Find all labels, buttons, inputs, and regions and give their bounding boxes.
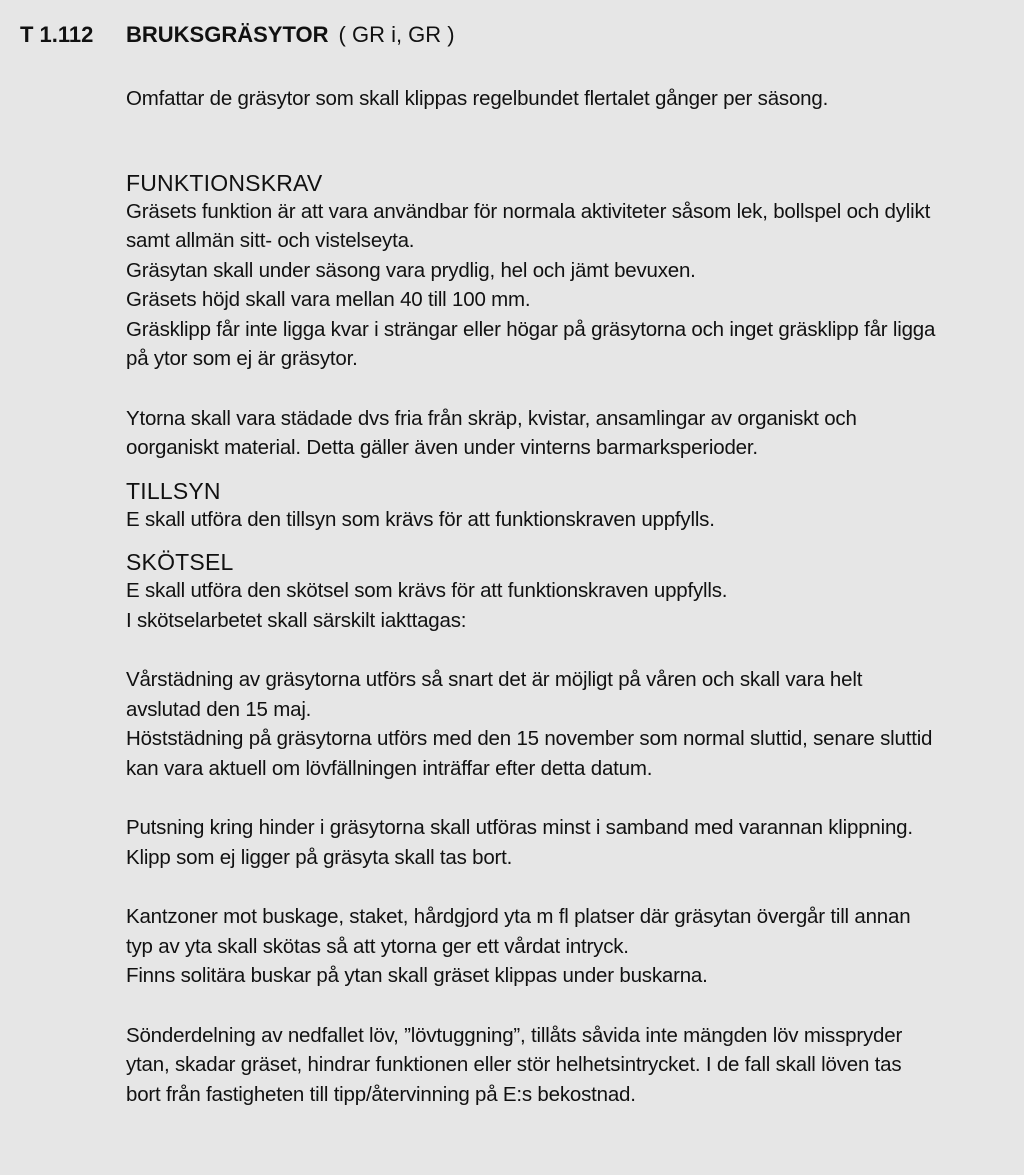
heading-funktionskrav: FUNKTIONSKRAV <box>126 169 323 196</box>
body-line: typ av yta skall skötas så att ytorna ger ett vårdat intryck. <box>126 934 629 958</box>
spacer <box>126 991 1006 1021</box>
body-line: bort från fastigheten till tipp/återvinning på E:s bekostnad. <box>126 1082 636 1106</box>
intro-text: Omfattar de gräsytor som skall klippas regelbundet flertalet gånger per säsong. <box>126 87 829 110</box>
body-line: Putsning kring hinder i gräsytorna skall utföras minst i samband med varannan klippning. <box>126 816 913 839</box>
heading-tillsyn: TILLSYN <box>126 477 221 504</box>
document-body <box>126 84 1006 1109</box>
body-line: Gräsytan skall under säsong vara prydlig, hel och jämt bevuxen. <box>126 258 696 282</box>
document-title: BRUKSGRÄSYTOR <box>126 22 329 47</box>
spacer <box>126 534 1006 548</box>
document-title-row <box>20 22 455 48</box>
body-line: på ytor som ej är gräsytor. <box>126 347 358 370</box>
body-line: Gräsets höjd skall vara mellan 40 till 100 mm. <box>126 288 531 311</box>
body-line: Klipp som ej ligger på gräsyta skall tas bort. <box>126 845 513 869</box>
body-line: Finns solitära buskar på ytan skall gräset klippas under buskarna. <box>126 964 708 987</box>
spacer <box>126 374 1006 404</box>
body-line: E skall utföra den tillsyn som krävs för att funktionskraven uppfylls. <box>126 507 715 531</box>
spacer <box>126 635 1006 665</box>
body-line: Gräsklipp får inte ligga kvar i strängar eller högar på gräsytorna och inget gräsklipp får ligga <box>126 317 936 341</box>
body-line: avslutad den 15 maj. <box>126 697 312 721</box>
body-line: ytan, skadar gräset, hindrar funktionen eller stör helhetsintrycket. I de fall skall löven tas <box>126 1053 902 1076</box>
body-line: E skall utföra den skötsel som krävs för att funktionskraven uppfylls. <box>126 579 728 602</box>
document-abbreviation: ( GR i, GR ) <box>338 22 455 47</box>
body-line: Sönderdelning av nedfallet löv, ”lövtuggning”, tillåts såvida inte mängden löv misspryder <box>126 1023 903 1047</box>
document-code: T 1.112 <box>20 22 94 47</box>
spacer <box>126 783 1006 813</box>
body-line: oorganiskt material. Detta gäller även under vinterns barmarksperioder. <box>126 436 758 459</box>
body-line: kan vara aktuell om lövfällningen inträffar efter detta datum. <box>126 756 653 780</box>
spacer <box>126 872 1006 902</box>
spacer <box>126 114 1006 169</box>
spacer <box>126 463 1006 477</box>
body-line: Höststädning på gräsytorna utförs med den 15 november som normal sluttid, senare sluttid <box>126 727 933 750</box>
body-line: Ytorna skall vara städade dvs fria från skräp, kvistar, ansamlingar av organiskt och <box>126 406 857 430</box>
body-line: I skötselarbetet skall särskilt iakttagas: <box>126 608 467 632</box>
body-line: Gräsets funktion är att vara användbar för normala aktiviteter såsom lek, bollspel och dylikt <box>126 199 931 223</box>
heading-skotsel: SKÖTSEL <box>126 549 234 575</box>
body-line: Kantzoner mot buskage, staket, hårdgjord yta m fl platser där gräsytan övergår till annan <box>126 905 911 928</box>
body-line: Vårstädning av gräsytorna utförs så snart det är möjligt på våren och skall vara helt <box>126 668 863 691</box>
body-line: samt allmän sitt- och vistelseyta. <box>126 229 415 252</box>
